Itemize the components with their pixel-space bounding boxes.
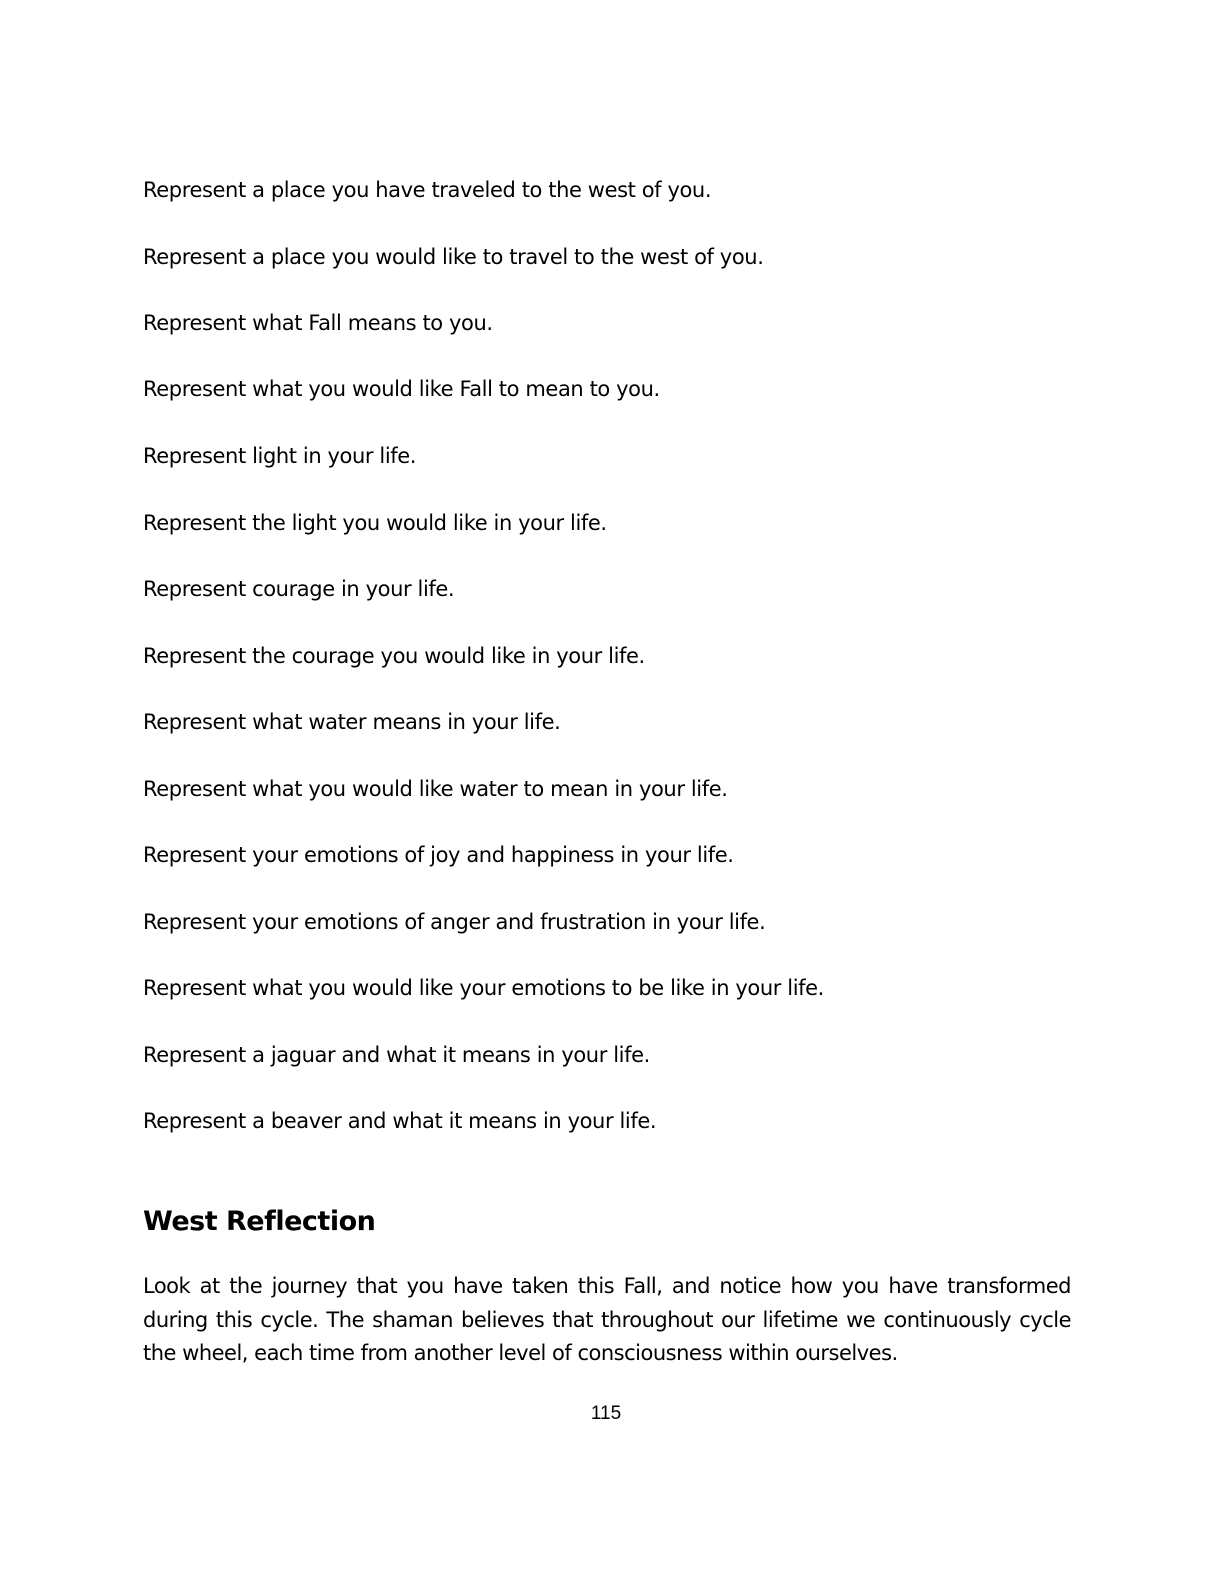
prompt-item: Represent the courage you would like in your life. bbox=[143, 644, 645, 668]
prompt-item: Represent a beaver and what it means in your life. bbox=[143, 1109, 657, 1133]
prompt-item: Represent your emotions of anger and frustration in your life. bbox=[143, 910, 766, 934]
prompt-item: Represent what you would like water to mean in your life. bbox=[143, 777, 728, 801]
prompt-item: Represent your emotions of joy and happiness in your life. bbox=[143, 843, 734, 867]
prompt-item: Represent courage in your life. bbox=[143, 577, 455, 601]
prompt-item: Represent the light you would like in your life. bbox=[143, 511, 607, 535]
prompt-item: Represent what Fall means to you. bbox=[143, 311, 493, 335]
prompt-item: Represent light in your life. bbox=[143, 444, 417, 468]
prompt-item: Represent a jaguar and what it means in your life. bbox=[143, 1043, 650, 1067]
prompt-item: Represent a place you have traveled to the west of you. bbox=[143, 178, 712, 202]
prompt-item: Represent what you would like Fall to mean to you. bbox=[143, 377, 660, 401]
section-heading: West Reflection bbox=[143, 1206, 376, 1237]
prompt-item: Represent what water means in your life. bbox=[143, 710, 561, 734]
prompt-item: Represent a place you would like to travel to the west of you. bbox=[143, 245, 764, 269]
page-number: 115 bbox=[590, 1403, 622, 1424]
prompt-item: Represent what you would like your emotions to be like in your life. bbox=[143, 976, 824, 1000]
section-paragraph: Look at the journey that you have taken this Fall, and notice how you have transformed during this cycle. The shaman believes that throughout our lifetime we continuously cycle the wheel, each time from another level of consciousness within ourselves. bbox=[143, 1274, 1071, 1365]
